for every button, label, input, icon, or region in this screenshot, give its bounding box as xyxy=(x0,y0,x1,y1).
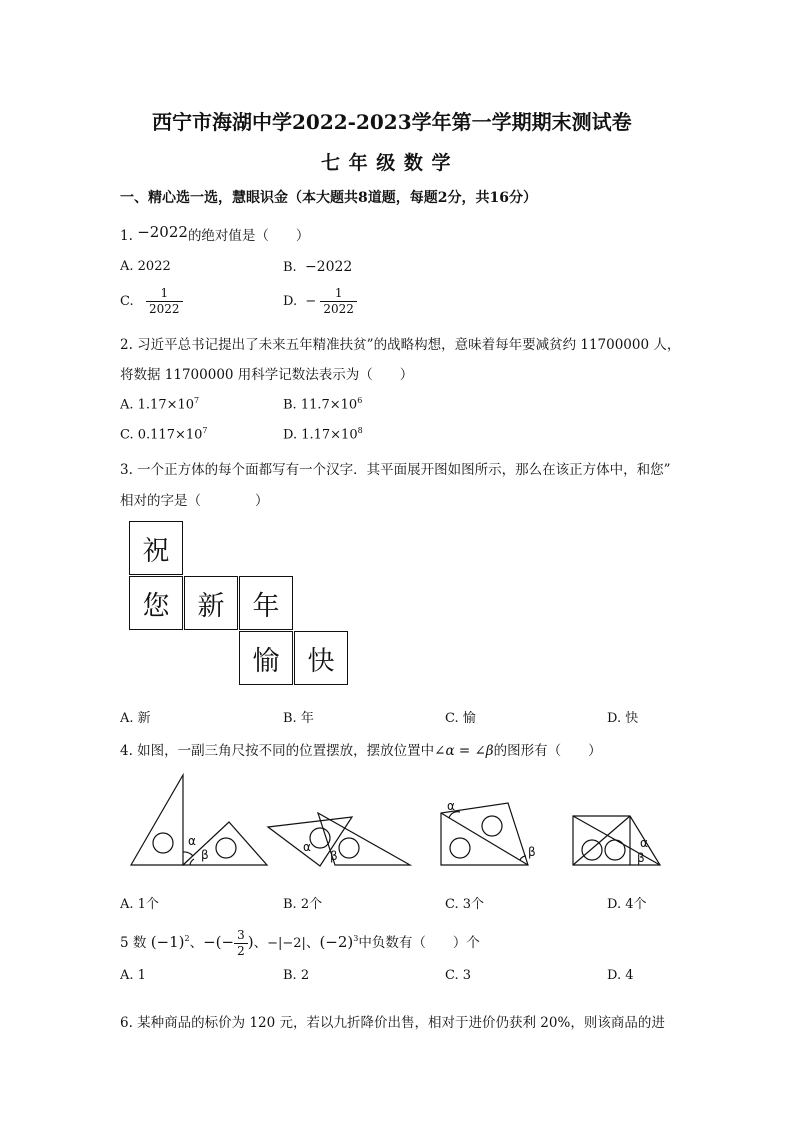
q3-line-2: 相对的字是（ ） xyxy=(120,493,269,509)
net-cell-yu: 愉 xyxy=(239,631,293,685)
q4-option-b: B. 2个 xyxy=(283,897,323,912)
fig3-label-beta: β xyxy=(528,845,536,859)
figure-1 xyxy=(131,775,267,865)
fig4-hole-a xyxy=(582,840,602,860)
fig4-hole-b xyxy=(605,840,625,860)
q2-option-b: B. $11.7\times 10^6$ xyxy=(283,396,363,413)
q2-line-2: 将数据 11700000 用科学记数法表示为（ ） xyxy=(120,367,414,383)
q1-option-b: B. −2022 xyxy=(283,259,353,275)
q2-option-c: C. $0.117\times 10^7$ xyxy=(120,426,208,443)
q1-option-c-fraction: $\frac{1}{2022}$ xyxy=(146,286,183,317)
q5-option-d: D. 4 xyxy=(607,968,634,983)
q2-line-1: 2. 习近平总书记提出了未来五年精准扶贫”的战略构想，意味着每年要减贫约 11700000 人， xyxy=(120,337,681,353)
q6-line-1: 6. 某种商品的标价为 120 元，若以九折降价出售，相对于进价仍获利 20%，则该商品的进 xyxy=(120,1015,665,1031)
q5-expr-4: $(-2)^3$ xyxy=(319,933,359,951)
question-5: 5 数 $(-1)^2$、−(− $\frac{3}{2}$ )、−|−2|、$(-2)^3$中负数有（ ）个 xyxy=(120,927,480,958)
fig3-hole-a xyxy=(482,816,502,836)
q2-option-d: D. $1.17\times 10^8$ xyxy=(283,426,363,443)
net-cell-nian: 年 xyxy=(239,576,293,630)
fig4-label-beta: β xyxy=(637,851,645,865)
net-cell-kuai: 快 xyxy=(294,631,348,685)
section-heading: 一、精心选一选，慧眼识金（本大题共8道题，每题2分，共16分） xyxy=(120,190,537,206)
fig1-arc-alpha xyxy=(183,852,193,856)
q5-option-a: A. 1 xyxy=(120,968,146,983)
fig4-label-alpha: α xyxy=(640,836,648,850)
q3-option-a: A. 新 xyxy=(120,711,151,726)
fig1-label-alpha: α xyxy=(188,834,196,848)
q5-expr-3: −|−2| xyxy=(267,936,306,951)
q5-option-c: C. 3 xyxy=(445,968,472,983)
q4-condition: ∠α = ∠β xyxy=(434,743,494,759)
q4-option-c: C. 3个 xyxy=(445,897,485,912)
fig2-label-beta: β xyxy=(330,849,338,863)
q4-option-d: D. 4个 xyxy=(607,897,647,912)
q1-option-c: C. $\frac{1}{2022}$ xyxy=(120,286,183,317)
fig2-hole-a xyxy=(310,828,330,848)
fig1-label-beta: β xyxy=(201,848,209,862)
q4-option-a: A. 1个 xyxy=(120,897,159,912)
question-4: 4. 如图，一副三角尺按不同的位置摆放，摆放位置中∠α = ∠β的图形有（ ） xyxy=(120,743,602,759)
q1-option-a: A. 2022 xyxy=(120,259,171,274)
fig3-diagonal xyxy=(441,813,528,865)
figure-2 xyxy=(268,813,410,866)
q3-option-d: D. 快 xyxy=(607,711,639,726)
net-cell-nin: 您 xyxy=(129,576,183,630)
q5-expr-2: −(− $\frac{3}{2}$ ) xyxy=(203,927,254,958)
fig1-hole-a xyxy=(153,833,173,853)
q3-option-b: B. 年 xyxy=(283,711,314,726)
q1-text: 的绝对值是（ ） xyxy=(187,228,310,244)
q1-number: 1. xyxy=(120,228,133,244)
q5-option-b: B. 2 xyxy=(283,968,310,983)
page-title: 西宁市海湖中学2022-2023学年第一学期期末测试卷 xyxy=(152,110,632,134)
fig1-arc-beta xyxy=(190,859,194,865)
net-cell-xin: 新 xyxy=(184,576,238,630)
fig2-hole-b xyxy=(339,838,359,858)
q1-expression: −2022 xyxy=(137,223,188,241)
net-cell-zhu: 祝 xyxy=(129,521,183,575)
q1-option-d: D. − $\frac{1}{2022}$ xyxy=(283,286,357,317)
page-subtitle: 七 年 级 数 学 xyxy=(321,152,452,174)
q3-option-c: C. 愉 xyxy=(445,711,476,726)
fig1-hole-b xyxy=(216,838,236,858)
q3-line-1: 3. 一个正方体的每个面都写有一个汉字．其平面展开图如图所示，那么在该正方体中，和您” xyxy=(120,462,671,478)
q5-expr-1: $(-1)^2$ xyxy=(150,933,190,951)
fig3-arc-beta xyxy=(520,856,526,860)
fig2-label-alpha: α xyxy=(303,840,311,854)
q1-option-d-fraction: $\frac{1}{2022}$ xyxy=(320,286,357,317)
fig3-label-alpha: α xyxy=(447,799,455,813)
q2-option-a: A. $1.17\times 10^7$ xyxy=(120,396,200,413)
fig3-hole-b xyxy=(450,838,470,858)
